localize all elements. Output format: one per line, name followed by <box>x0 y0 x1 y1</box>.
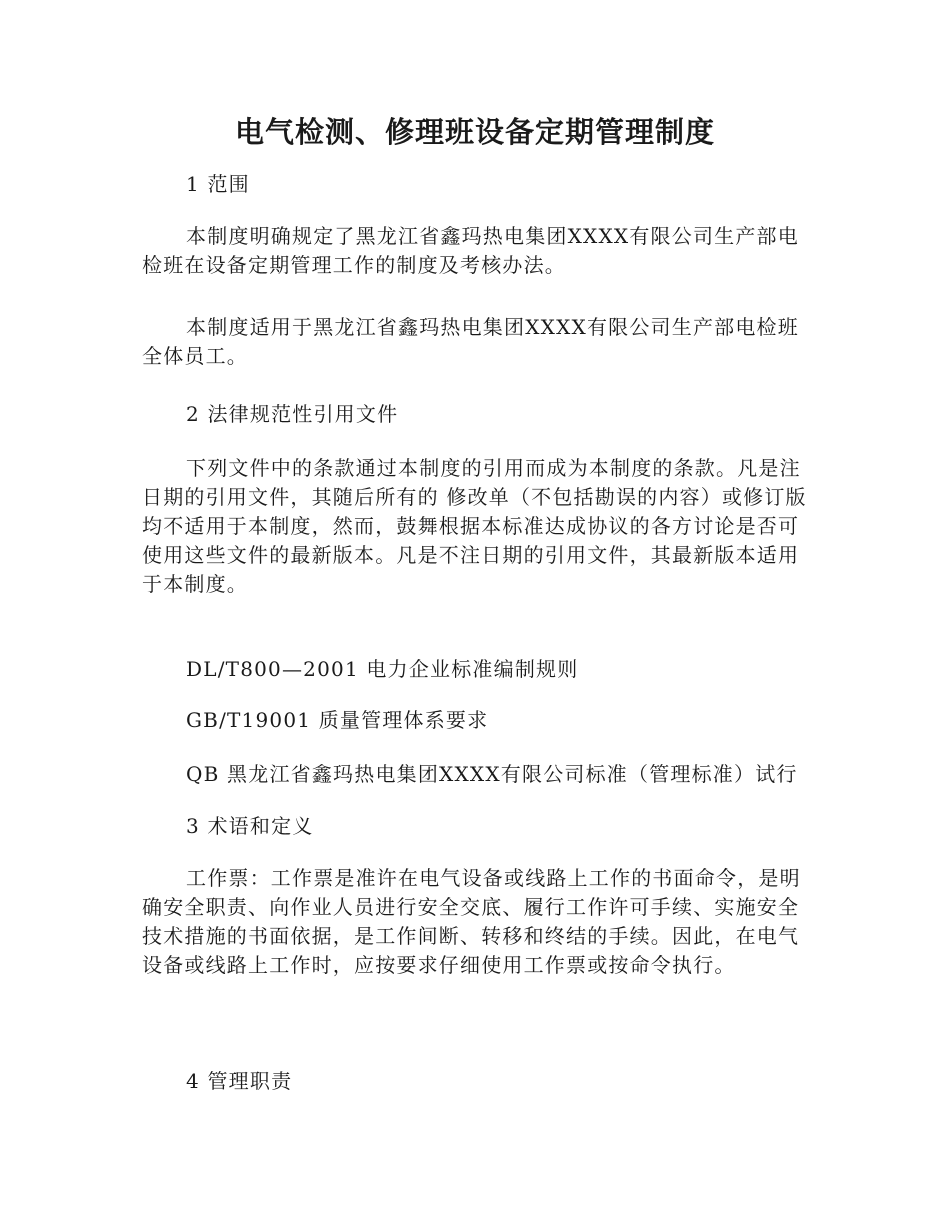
references-paragraph: 下列文件中的条款通过本制度的引用而成为本制度的条款。凡是注日期的引用文件，其随后所有的 修改单（不包括勘误的内容）或修订版均不适用于本制度，然而，鼓舞根据本标准达成协议的各方讨论是否可使用这些文件的最新版本。凡是不注日期的引用文件，其最新版本适用于本制度。 <box>142 456 807 596</box>
scope-paragraph-2: 本制度适用于黑龙江省鑫玛热电集团XXXX有限公司生产部电检班全体员工。 <box>142 315 799 368</box>
scope-paragraph-1: 本制度明确规定了黑龙江省鑫玛热电集团XXXX有限公司生产部电检班在设备定期管理工作的制度及考核办法。 <box>142 224 799 277</box>
section-heading-references: 2 法律规范性引用文件 <box>186 402 399 426</box>
section-heading-management: 4 管理职责 <box>186 1069 293 1093</box>
reference-item-qb: QB 黑龙江省鑫玛热电集团XXXX有限公司标准（管理标准）试行 <box>186 762 798 786</box>
section-heading-terms: 3 术语和定义 <box>186 814 314 838</box>
document-title: 电气检测、修理班设备定期管理制度 <box>234 115 715 149</box>
reference-item-dl-t800: DL/T800—2001 电力企业标准编制规则 <box>186 657 579 681</box>
reference-item-gb-t19001: GB/T19001 质量管理体系要求 <box>186 708 489 732</box>
section-heading-scope: 1 范围 <box>186 172 250 196</box>
terms-paragraph-work-ticket: 工作票：工作票是准许在电气设备或线路上工作的书面命令，是明确安全职责、向作业人员进行安全交底、履行工作许可手续、实施安全技术措施的书面依据，是工作间断、转移和终结的手续。因此，在电气设备或线路上工作时，应按要求仔细使用工作票或按命令执行。 <box>142 866 801 977</box>
